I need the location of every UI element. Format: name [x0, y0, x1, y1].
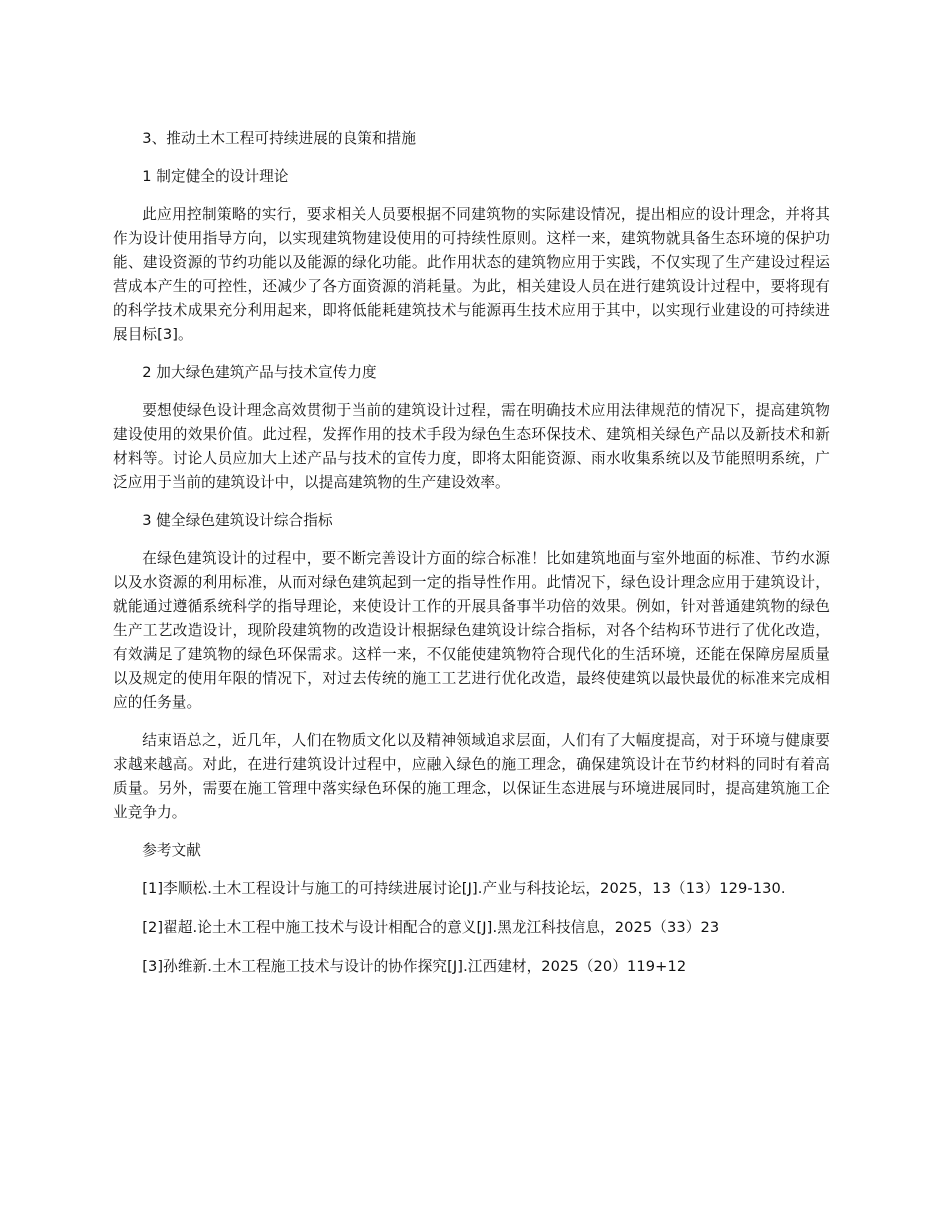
reference-item-1: [1]李顺松.土木工程设计与施工的可持续进展讨论[J].产业与科技论坛，2025，13（13）129-130. [142, 880, 786, 897]
section-title: 3、推动土木工程可持续进展的良策和措施 [142, 130, 417, 147]
reference-item-3: [3]孙维新.土木工程施工技术与设计的协作探究[J].江西建材，2025（20）119+12 [142, 958, 687, 975]
conclusion-paragraph: 结束语总之，近几年，人们在物质文化以及精神领域追求层面，人们有了大幅度提高，对于环境与健康要求越来越高。对此，在进行建筑设计过程中，应融入绿色的施工理念，确保建筑设计在节约材料的同时有着高质量。另外，需要在施工管理中落实绿色环保的施工理念，以保证生态进展与环境进展同时，提高建筑施工企业竞争力。 [113, 732, 830, 821]
subsection-body-3: 在绿色建筑设计的过程中，要不断完善设计方面的综合标准！比如建筑地面与室外地面的标准、节约水源以及水资源的利用标准，从而对绿色建筑起到一定的指导性作用。此情况下，绿色设计理念应用于建筑设计，就能通过遵循系统科学的指导理论，来使设计工作的开展具备事半功倍的效果。例如，针对普通建筑物的绿色生产工艺改造设计，现阶段建筑物的改造设计根据绿色建筑设计综合指标，对各个结构环节进行了优化改造，有效满足了建筑物的绿色环保需求。这样一来，不仅能使建筑物符合现代化的生活环境，还能在保障房屋质量以及规定的使用年限的情况下，对过去传统的施工工艺进行优化改造，最终使建筑以最快最优的标准来完成相应的任务量。 [113, 550, 830, 711]
references-title: 参考文献 [142, 842, 201, 859]
subsection-title-2: 2 加大绿色建筑产品与技术宣传力度 [142, 364, 377, 381]
subsection-title-1: 1 制定健全的设计理论 [142, 168, 289, 185]
document-page [113, 127, 830, 994]
subsection-body-2: 要想使绿色设计理念高效贯彻于当前的建筑设计过程，需在明确技术应用法律规范的情况下，提高建筑物建设使用的效果价值。此过程，发挥作用的技术手段为绿色生态环保技术、建筑相关绿色产品以及新技术和新材料等。讨论人员应加大上述产品与技术的宣传力度，即将太阳能资源、雨水收集系统以及节能照明系统，广泛应用于当前的建筑设计中，以提高建筑物的生产建设效率。 [113, 402, 830, 491]
reference-item-2: [2]翟超.论土木工程中施工技术与设计相配合的意义[J].黑龙江科技信息，2025（33）23 [142, 919, 720, 936]
subsection-title-3: 3 健全绿色建筑设计综合指标 [142, 512, 333, 529]
subsection-body-1: 此应用控制策略的实行，要求相关人员要根据不同建筑物的实际建设情况，提出相应的设计理念，并将其作为设计使用指导方向，以实现建筑物建设使用的可持续性原则。这样一来，建筑物就具备生态环境的保护功能、建设资源的节约功能以及能源的绿化功能。此作用状态的建筑物应用于实践，不仅实现了生产建设过程运营成本产生的可控性，还减少了各方面资源的消耗量。为此，相关建设人员在进行建筑设计过程中，要将现有的科学技术成果充分利用起来，即将低能耗建筑技术与能源再生技术应用于其中，以实现行业建设的可持续进展目标[3]。 [113, 206, 830, 343]
